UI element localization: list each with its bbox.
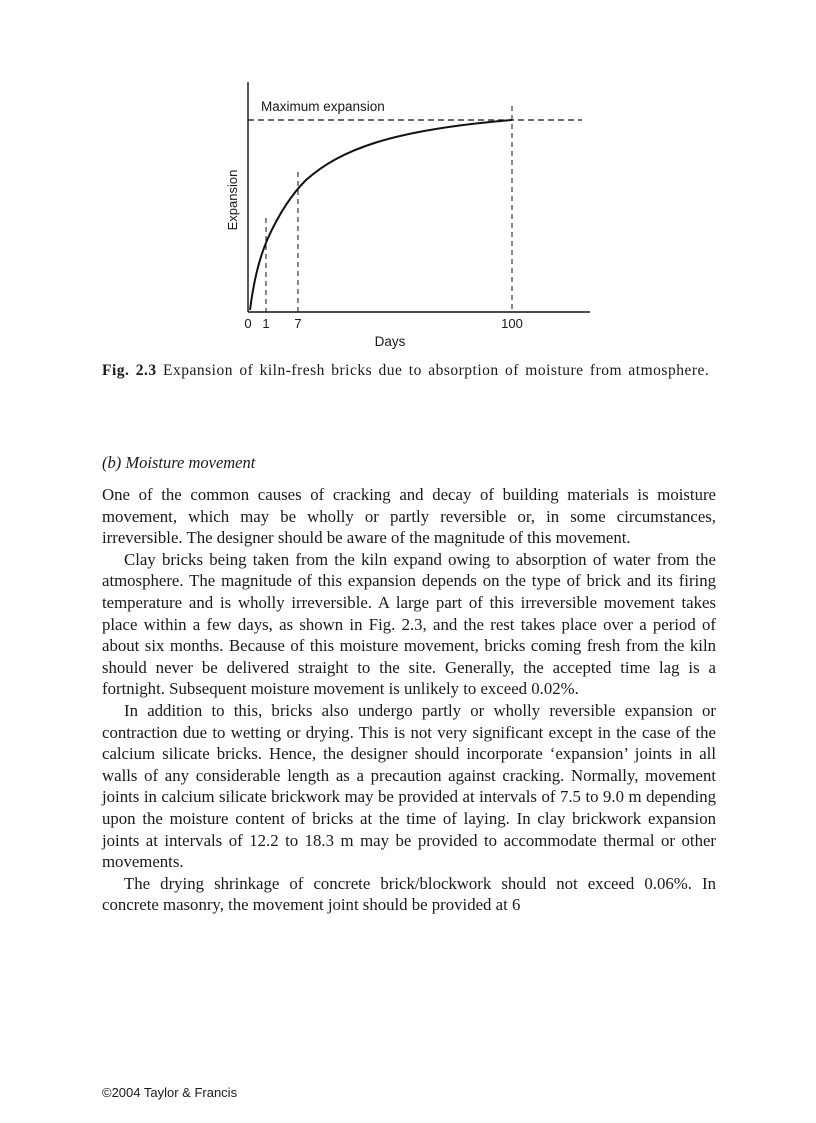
- paragraph: The drying shrinkage of concrete brick/blockwork should not exceed 0.06%. In concrete masonry, the movement joint should be provided at 6: [102, 873, 716, 915]
- y-axis-label: Expansion: [225, 169, 240, 231]
- figure-caption-label: Fig. 2.3: [102, 362, 157, 379]
- paragraph: One of the common causes of cracking and decay of building materials is moisture movement, which may be wholly or partly reversible or, in some circumstances, irreversible. The designer should be aware of the magnitude of this movement.: [102, 485, 716, 548]
- expansion-chart: [210, 78, 610, 356]
- body-text: [102, 484, 716, 916]
- x-axis-label: Days: [374, 334, 406, 349]
- paragraph: In addition to this, bricks also undergo partly or wholly reversible expansion or contraction due to wetting or drying. This is not very significant except in the case of the calcium silicate bricks. Hence, the designer should incorporate ‘expansion’ joints in all walls of any considerable length as a precaution against cracking. Normally, movement joints in calcium silicate brickwork may be provided at intervals of 7.5 to 9.0 m depending upon the moisture content of bricks at the time of laying. In clay brickwork expansion joints at intervals of 12.2 to 18.3 m may be provided to accommodate thermal or other movements.: [102, 700, 716, 872]
- x-tick-label: 1: [262, 316, 270, 331]
- x-tick-label: 0: [244, 316, 252, 331]
- figure-caption: [102, 362, 716, 380]
- copyright-footer: ©2004 Taylor & Francis: [102, 1085, 238, 1100]
- paragraph: Clay bricks being taken from the kiln expand owing to absorption of water from the atmosphere. The magnitude of this expansion depends on the type of brick and its firing temperature and is wholly irreversible. A large part of this irreversible movement takes place within a few days, as shown in Fig. 2.3, and the rest takes place over a period of about six months. Because of this moisture movement, bricks coming fresh from the kiln should never be delivered straight to the site. Generally, the accepted time lag is a fortnight. Subsequent moisture movement is unlikely to exceed 0.02%.: [102, 549, 716, 699]
- section-heading: (b) Moisture movement: [102, 453, 256, 472]
- x-tick-label: 100: [501, 316, 523, 331]
- expansion-curve: [250, 120, 512, 310]
- figure-caption-text: Expansion of kiln-fresh bricks due to absorption of moisture from atmosphere.: [163, 362, 710, 379]
- x-tick-label: 7: [294, 316, 302, 331]
- maximum-expansion-label: Maximum expansion: [261, 99, 385, 114]
